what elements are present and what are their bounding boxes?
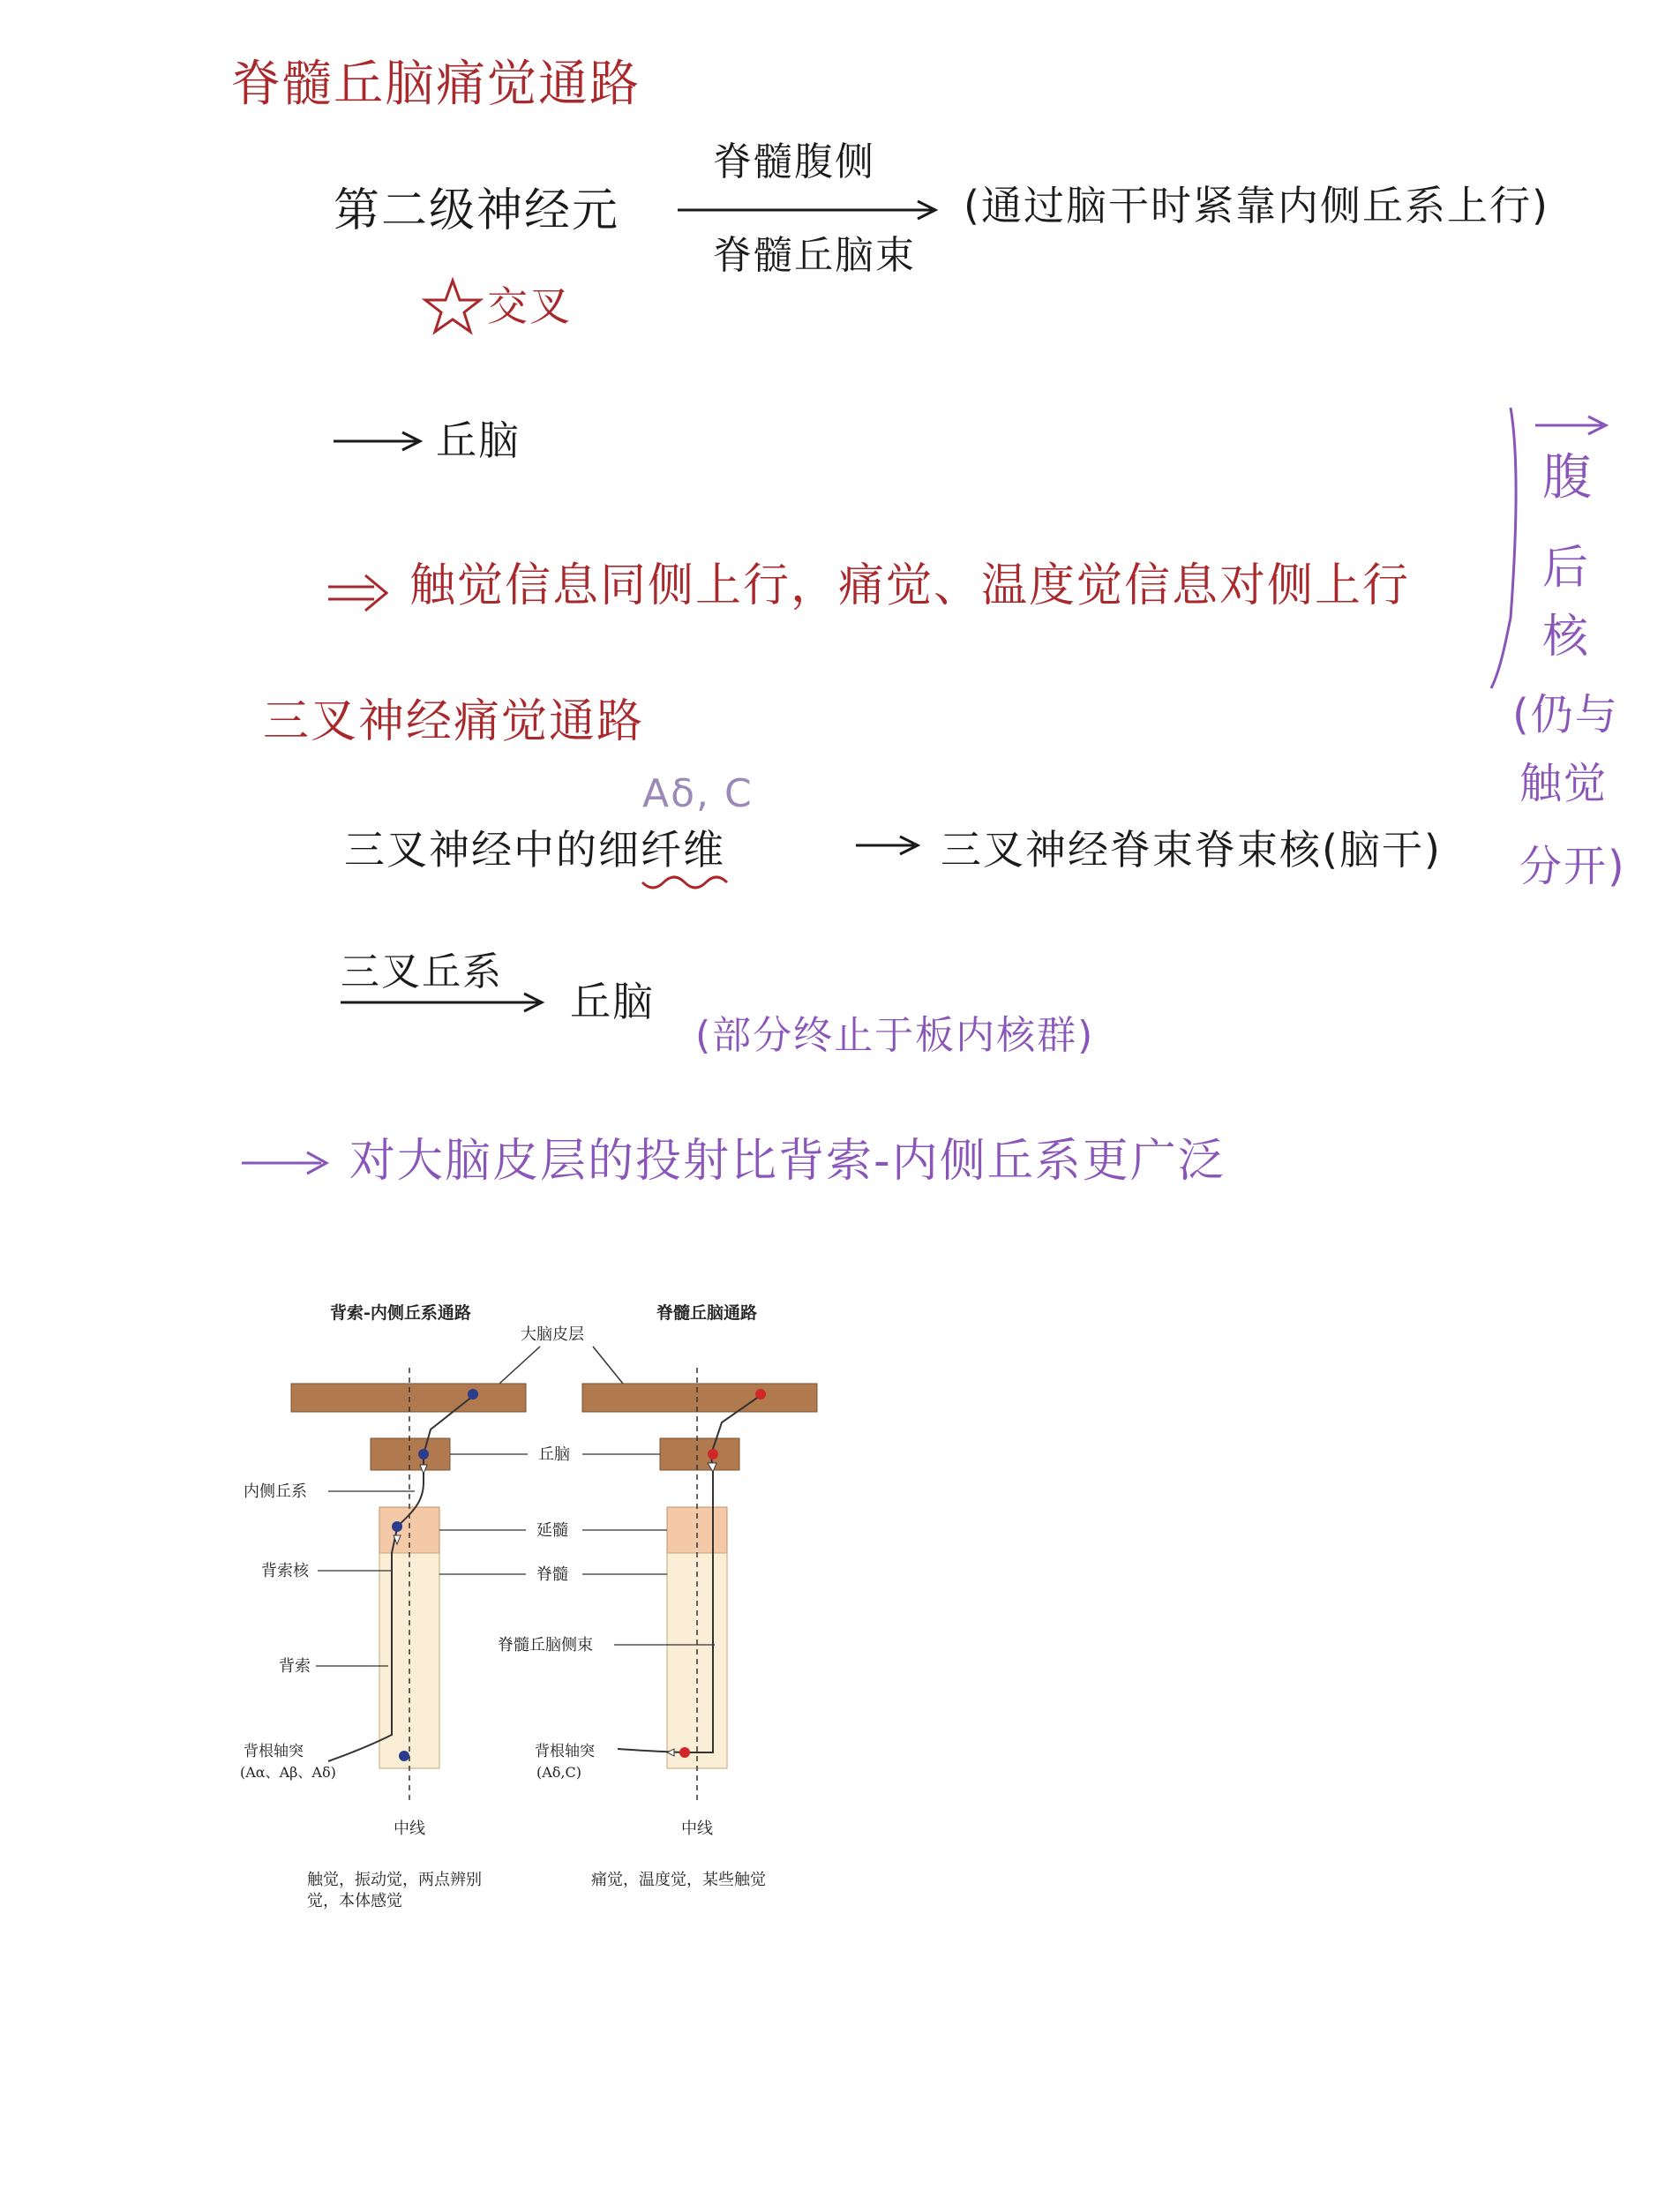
right-neuron-dorsal-horn: [679, 1747, 690, 1758]
title-trigeminal-pain-pathway: 三叉神经痛觉通路: [263, 695, 645, 748]
figure-right-title: 脊髓丘脑通路: [656, 1303, 758, 1323]
arrow-label-top-text: 脊髓腹侧: [713, 139, 875, 184]
label-midline-right: 中线: [681, 1820, 713, 1838]
left-neuron-drg: [399, 1751, 409, 1761]
partial-end-note: (部分终止于板内核群): [695, 1013, 1095, 1058]
label-spinal-cord: 脊髓: [536, 1565, 568, 1584]
side-note-1: 腹: [1542, 449, 1594, 506]
label-cortex: 大脑皮层: [521, 1325, 584, 1344]
trigeminal-lemniscus: 三叉丘系: [341, 949, 503, 994]
left-neuron-thalamus: [418, 1449, 429, 1459]
label-dorsal-column-nuclei: 背索核: [261, 1562, 309, 1580]
cross-label: 交叉: [487, 282, 572, 330]
label-dorsal-root-left: 背根轴突: [244, 1743, 304, 1760]
cortex-band-left: [291, 1384, 526, 1412]
side-note-2: 后: [1542, 542, 1591, 595]
label-dorsal-column: 背索: [279, 1657, 311, 1676]
caption-right: 痛觉，温度觉，某些触觉: [591, 1871, 766, 1889]
side-note-6: 分开): [1519, 842, 1626, 891]
arrow-label-bottom: 脊髓丘脑束: [713, 233, 916, 278]
projection-line: 对大脑皮层的投射比背索-内侧丘系更广泛: [349, 1135, 1226, 1188]
label-dorsal-root-left-types: (Aα、Aβ、Aδ): [240, 1764, 336, 1781]
right-neuron-thalamus: [708, 1449, 718, 1459]
fiber-types: Aδ, C: [642, 771, 754, 816]
label-dorsal-root-right-types: (Aδ,C): [536, 1764, 581, 1781]
side-note-4: (仍与: [1512, 690, 1619, 739]
left-neuron-dcn: [392, 1521, 402, 1532]
right-neuron-cortex: [755, 1389, 766, 1399]
label-dorsal-root-right: 背根轴突: [535, 1743, 595, 1760]
to-thalamus-label: 丘脑: [436, 416, 521, 464]
second-order-neuron-label: 第二级神经元: [334, 184, 620, 237]
title-spinothalamic-pain-pathway: 脊髓丘脑痛觉通路: [231, 56, 641, 113]
leader-cortex-right: [593, 1347, 623, 1384]
fibers-line-c: 三叉神经脊束脊束核(脑干): [941, 826, 1442, 874]
label-medulla: 延髓: [536, 1521, 568, 1540]
thalamus-left: [371, 1438, 450, 1470]
label-midline-left: 中线: [394, 1820, 425, 1838]
cortex-band-right: [582, 1384, 817, 1412]
figure-left-title: 背索-内侧丘系通路: [330, 1303, 471, 1323]
fibers-line-a: 三叉神经中的: [344, 826, 598, 874]
caption-left-2: 觉，本体感觉: [307, 1892, 402, 1910]
label-thalamus: 丘脑: [538, 1445, 570, 1464]
label-medial-lemniscus: 内侧丘系: [244, 1482, 307, 1501]
fibers-line-b: 细纤维: [598, 826, 725, 874]
paren-note: (通过脑干时紧靠内侧丘系上行): [964, 182, 1549, 229]
side-note-3: 核: [1542, 611, 1591, 664]
thalamus-right: [660, 1438, 739, 1470]
left-neuron-cortex: [468, 1389, 478, 1399]
caption-left-1: 触觉，振动觉，两点辨别: [307, 1871, 482, 1889]
info-line: 触觉信息同侧上行，痛觉、温度觉信息对侧上行: [409, 559, 1411, 612]
thalamus-label-2: 丘脑: [570, 978, 655, 1025]
label-spinothalamic-lateral: 脊髓丘脑侧束: [498, 1636, 593, 1654]
leader-cortex-left: [499, 1347, 540, 1384]
side-note-5: 触觉: [1519, 759, 1609, 808]
